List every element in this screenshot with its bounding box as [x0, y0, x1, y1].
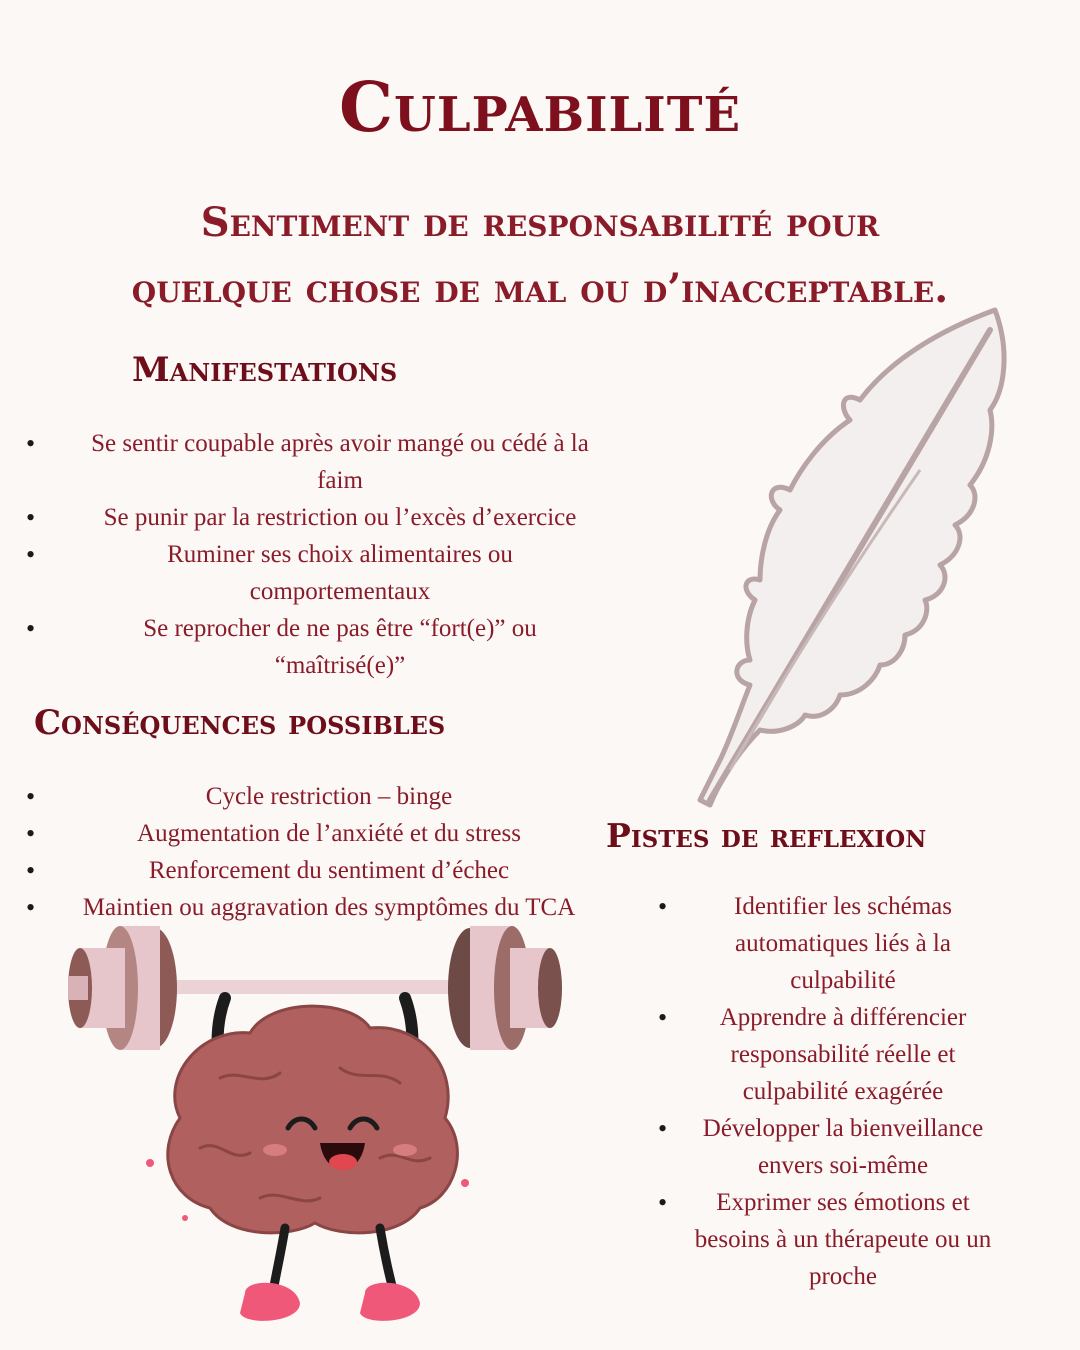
- consequences-list: [26, 778, 592, 926]
- list-item: • Se punir par la restriction ou l’excès d’exercice: [26, 499, 614, 536]
- list-item: • Se reprocher de ne pas être “fort(e)” ou “maîtrisé(e)”: [26, 610, 614, 684]
- list-item: • Développer la bienveillance envers soi-même: [658, 1110, 998, 1184]
- list-item: • Renforcement du sentiment d’échec: [26, 852, 592, 889]
- subtitle-line-2: quelque chose de mal ou d’inacceptable.: [131, 265, 949, 312]
- list-item: • Se sentir coupable après avoir mangé ou cédé à la faim: [26, 425, 614, 499]
- list-item: • Cycle restriction – binge: [26, 778, 592, 815]
- pistes-heading: Pistes de reflexion: [606, 816, 927, 855]
- list-item: • Identifier les schémas automatiques liés à la culpabilité: [658, 888, 998, 999]
- list-item: • Apprendre à différencier responsabilité réelle et culpabilité exagérée: [658, 999, 998, 1110]
- list-item: • Augmentation de l’anxiété et du stress: [26, 815, 592, 852]
- consequences-heading: Conséquences possibles: [34, 703, 446, 743]
- page-title: Culpabilité: [338, 68, 742, 148]
- list-item: • Ruminer ses choix alimentaires ou comportementaux: [26, 536, 614, 610]
- subtitle-line-1: Sentiment de responsabilité pour: [200, 199, 880, 246]
- list-item: • Exprimer ses émotions et besoins à un thérapeute ou un proche: [658, 1184, 998, 1295]
- brain-lifting-weights-icon: [60, 918, 570, 1348]
- pistes-list: [658, 888, 998, 1295]
- manifestations-list: [26, 425, 614, 684]
- list-item: • Maintien ou aggravation des symptômes du TCA: [26, 889, 592, 926]
- manifestations-heading: Manifestations: [132, 350, 398, 390]
- feather-icon: [690, 300, 1020, 820]
